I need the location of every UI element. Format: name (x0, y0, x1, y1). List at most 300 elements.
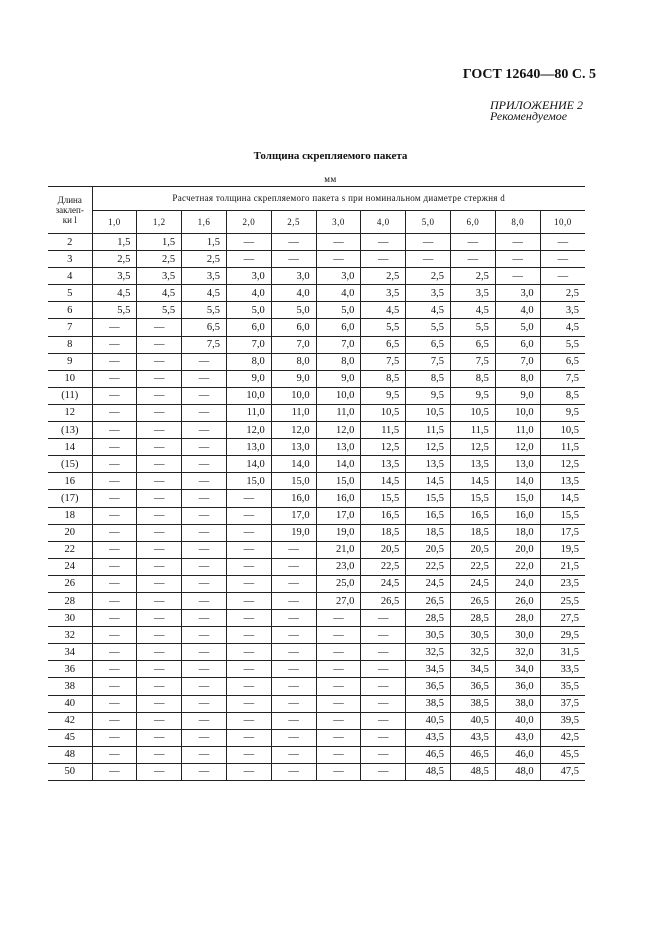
thickness-cell: 5,0 (316, 302, 361, 319)
thickness-cell: — (182, 729, 227, 746)
thickness-cell: — (92, 575, 137, 592)
length-header-line: заклеп- (55, 205, 84, 215)
thickness-cell: — (92, 610, 137, 627)
thickness-cell: 15,5 (451, 490, 496, 507)
thickness-cell: 46,5 (451, 746, 496, 763)
thickness-cell: 36,5 (406, 678, 451, 695)
thickness-cell: — (137, 370, 182, 387)
thickness-cell: — (137, 558, 182, 575)
diameter-header-cell: 1,6 (182, 211, 227, 234)
thickness-cell: — (182, 678, 227, 695)
thickness-cell: 3,5 (451, 285, 496, 302)
appendix-title: ПРИЛОЖЕНИЕ 2 (490, 98, 583, 112)
thickness-cell: 8,0 (226, 353, 271, 370)
table-row (48, 627, 585, 644)
thickness-cell: 29,5 (540, 627, 585, 644)
thickness-cell: — (92, 524, 137, 541)
thickness-cell: 15,0 (271, 473, 316, 490)
thickness-cell: 10,0 (271, 387, 316, 404)
thickness-cell: 1,5 (92, 234, 137, 251)
thickness-cell: 32,0 (495, 644, 540, 661)
length-cell: 20 (48, 524, 92, 541)
thickness-cell: 2,5 (137, 251, 182, 268)
thickness-cell: — (92, 729, 137, 746)
thickness-cell: — (226, 507, 271, 524)
length-cell: 34 (48, 644, 92, 661)
thickness-cell: — (361, 763, 406, 780)
thickness-cell: — (361, 746, 406, 763)
thickness-cell: — (92, 763, 137, 780)
thickness-cell: — (226, 575, 271, 592)
thickness-cell: — (182, 387, 227, 404)
thickness-cell: — (137, 678, 182, 695)
thickness-cell: 10,5 (361, 404, 406, 421)
thickness-cell: — (226, 695, 271, 712)
thickness-cell: 8,0 (271, 353, 316, 370)
thickness-cell: 3,5 (540, 302, 585, 319)
thickness-cell: 6,5 (451, 336, 496, 353)
table-row (48, 404, 585, 421)
thickness-cell: 27,5 (540, 610, 585, 627)
thickness-cell: 13,5 (540, 473, 585, 490)
thickness-cell: 15,5 (406, 490, 451, 507)
thickness-cell: 5,5 (406, 319, 451, 336)
length-cell: 14 (48, 439, 92, 456)
thickness-cell: — (92, 661, 137, 678)
diameter-header-cell: 6,0 (451, 211, 496, 234)
thickness-cell: 39,5 (540, 712, 585, 729)
thickness-cell: 33,5 (540, 661, 585, 678)
thickness-cell: 14,0 (226, 456, 271, 473)
length-cell: 9 (48, 353, 92, 370)
thickness-cell: 1,5 (182, 234, 227, 251)
length-cell: 10 (48, 370, 92, 387)
diameter-header-cell: 10,0 (540, 211, 585, 234)
table-row (48, 661, 585, 678)
table-row (48, 592, 585, 609)
thickness-cell: 12,5 (451, 439, 496, 456)
thickness-cell: — (182, 575, 227, 592)
thickness-cell: 11,0 (495, 422, 540, 439)
thickness-cell: 5,5 (451, 319, 496, 336)
thickness-cell: 4,0 (226, 285, 271, 302)
thickness-cell: 7,5 (540, 370, 585, 387)
thickness-cell: 9,5 (540, 404, 585, 421)
thickness-cell: 36,0 (495, 678, 540, 695)
table-row (48, 336, 585, 353)
thickness-cell: — (182, 439, 227, 456)
thickness-cell: — (271, 746, 316, 763)
length-cell: 26 (48, 575, 92, 592)
thickness-cell: 10,0 (495, 404, 540, 421)
table-row (48, 422, 585, 439)
thickness-cell: — (361, 610, 406, 627)
thickness-cell: 47,5 (540, 763, 585, 780)
document-header: ГОСТ 12640—80 С. 5 (462, 67, 596, 82)
thickness-cell: 12,0 (316, 422, 361, 439)
thickness-cell: 17,0 (271, 507, 316, 524)
table-row (48, 302, 585, 319)
thickness-cell: 8,0 (316, 353, 361, 370)
thickness-cell: 10,0 (226, 387, 271, 404)
thickness-cell: 15,5 (540, 507, 585, 524)
thickness-cell: 10,5 (540, 422, 585, 439)
thickness-cell: 8,5 (406, 370, 451, 387)
thickness-cell: 11,5 (406, 422, 451, 439)
thickness-cell: 45,5 (540, 746, 585, 763)
thickness-cell: — (92, 695, 137, 712)
thickness-cell: — (540, 234, 585, 251)
thickness-cell: 20,5 (361, 541, 406, 558)
diameter-header-cell: 3,0 (316, 211, 361, 234)
table-row (48, 746, 585, 763)
thickness-cell: 16,0 (316, 490, 361, 507)
thickness-cell: — (226, 490, 271, 507)
thickness-cell: — (182, 473, 227, 490)
thickness-cell: 6,0 (226, 319, 271, 336)
thickness-cell: — (137, 610, 182, 627)
table-body (48, 234, 585, 781)
thickness-cell: 2,5 (540, 285, 585, 302)
thickness-cell: 26,0 (495, 592, 540, 609)
thickness-cell: 13,0 (271, 439, 316, 456)
thickness-cell: — (271, 234, 316, 251)
thickness-cell: 6,5 (182, 319, 227, 336)
table-row (48, 268, 585, 285)
thickness-cell: — (361, 695, 406, 712)
thickness-cell: 37,5 (540, 695, 585, 712)
thickness-cell: — (182, 763, 227, 780)
thickness-cell: 16,0 (271, 490, 316, 507)
thickness-cell: 20,0 (495, 541, 540, 558)
thickness-cell: — (495, 268, 540, 285)
thickness-cell: 18,5 (406, 524, 451, 541)
diameter-header-cell: 8,0 (495, 211, 540, 234)
thickness-cell: — (316, 234, 361, 251)
thickness-cell: 32,5 (406, 644, 451, 661)
table-row (48, 678, 585, 695)
diameter-header-cell: 2,0 (226, 211, 271, 234)
thickness-cell: 34,5 (451, 661, 496, 678)
thickness-cell: — (226, 712, 271, 729)
thickness-cell: 11,0 (316, 404, 361, 421)
thickness-cell: 16,0 (495, 507, 540, 524)
length-cell: 3 (48, 251, 92, 268)
thickness-cell: 18,5 (361, 524, 406, 541)
length-header-line: ки l (62, 215, 77, 225)
thickness-cell: 32,5 (451, 644, 496, 661)
thickness-cell: — (92, 746, 137, 763)
table-row (48, 712, 585, 729)
thickness-cell: — (361, 729, 406, 746)
thickness-cell: 7,5 (406, 353, 451, 370)
thickness-cell: 14,5 (361, 473, 406, 490)
thickness-cell: — (271, 627, 316, 644)
thickness-cell: — (316, 251, 361, 268)
thickness-cell: 2,5 (92, 251, 137, 268)
thickness-cell: 42,5 (540, 729, 585, 746)
thickness-cell: — (271, 558, 316, 575)
thickness-cell: — (137, 592, 182, 609)
length-cell: 24 (48, 558, 92, 575)
thickness-cell: — (226, 558, 271, 575)
table-title: Толщина скрепляемого пакета (253, 150, 408, 162)
thickness-cell: 8,5 (361, 370, 406, 387)
length-cell: 36 (48, 661, 92, 678)
thickness-cell: 38,5 (451, 695, 496, 712)
thickness-cell: — (92, 439, 137, 456)
thickness-cell: 4,0 (271, 285, 316, 302)
thickness-cell: 48,0 (495, 763, 540, 780)
thickness-cell: 24,5 (361, 575, 406, 592)
thickness-cell: 28,5 (406, 610, 451, 627)
thickness-cell: 3,5 (361, 285, 406, 302)
length-cell: (17) (48, 490, 92, 507)
thickness-cell: 6,0 (495, 336, 540, 353)
thickness-cell: 14,5 (540, 490, 585, 507)
diameter-header-row (48, 211, 585, 234)
thickness-cell: 12,5 (540, 456, 585, 473)
thickness-cell: 14,0 (495, 473, 540, 490)
thickness-cell: 1,5 (137, 234, 182, 251)
thickness-cell: 26,5 (451, 592, 496, 609)
thickness-cell: 10,0 (316, 387, 361, 404)
thickness-cell: — (92, 627, 137, 644)
table-row (48, 353, 585, 370)
thickness-cell: 36,5 (451, 678, 496, 695)
length-cell: 12 (48, 404, 92, 421)
thickness-cell: — (361, 712, 406, 729)
thickness-cell: — (92, 422, 137, 439)
thickness-cell: — (92, 592, 137, 609)
thickness-cell: 19,0 (316, 524, 361, 541)
thickness-cell: — (316, 712, 361, 729)
thickness-cell: 9,5 (406, 387, 451, 404)
length-cell: 4 (48, 268, 92, 285)
thickness-cell: 11,0 (271, 404, 316, 421)
thickness-cell: 10,5 (451, 404, 496, 421)
thickness-cell: 9,5 (361, 387, 406, 404)
thickness-cell: 20,5 (451, 541, 496, 558)
thickness-cell: 2,5 (451, 268, 496, 285)
thickness-cell: 9,0 (271, 370, 316, 387)
thickness-cell: 13,5 (451, 456, 496, 473)
thickness-cell: 5,0 (271, 302, 316, 319)
diameter-header-cell: 1,2 (137, 211, 182, 234)
thickness-cell: — (316, 627, 361, 644)
thickness-cell: 6,5 (540, 353, 585, 370)
thickness-cell: 27,0 (316, 592, 361, 609)
diameter-header-cell: 4,0 (361, 211, 406, 234)
thickness-cell: 11,5 (540, 439, 585, 456)
table-row (48, 490, 585, 507)
thickness-cell: 40,5 (451, 712, 496, 729)
thickness-cell: — (92, 541, 137, 558)
thickness-cell: — (495, 234, 540, 251)
length-cell: 50 (48, 763, 92, 780)
length-cell: 8 (48, 336, 92, 353)
thickness-cell: 14,5 (406, 473, 451, 490)
thickness-cell: 3,0 (316, 268, 361, 285)
thickness-cell: 2,5 (182, 251, 227, 268)
thickness-cell: — (137, 404, 182, 421)
thickness-cell: — (137, 661, 182, 678)
thickness-cell: — (182, 404, 227, 421)
thickness-cell: 5,5 (137, 302, 182, 319)
thickness-cell: 6,5 (406, 336, 451, 353)
thickness-cell: 7,0 (316, 336, 361, 353)
thickness-cell: 48,5 (406, 763, 451, 780)
table-row (48, 370, 585, 387)
group-header: Расчетная толщина скрепляемого пакета s при номинальном диаметре стержня d (92, 187, 585, 211)
thickness-cell: 15,0 (226, 473, 271, 490)
thickness-cell: — (406, 251, 451, 268)
thickness-cell: — (316, 746, 361, 763)
thickness-cell: — (137, 763, 182, 780)
thickness-cell: 5,5 (540, 336, 585, 353)
thickness-cell: — (271, 251, 316, 268)
thickness-cell: 4,5 (406, 302, 451, 319)
thickness-cell: — (182, 456, 227, 473)
length-cell: 6 (48, 302, 92, 319)
thickness-cell: — (92, 678, 137, 695)
thickness-cell: — (182, 695, 227, 712)
thickness-cell: — (92, 353, 137, 370)
length-cell: 48 (48, 746, 92, 763)
thickness-cell: 8,5 (540, 387, 585, 404)
thickness-cell: 16,5 (406, 507, 451, 524)
thickness-cell: 9,0 (495, 387, 540, 404)
table-row (48, 387, 585, 404)
table-row (48, 285, 585, 302)
diameter-header-cell: 1,0 (92, 211, 137, 234)
thickness-cell: 35,5 (540, 678, 585, 695)
thickness-cell: 12,5 (406, 439, 451, 456)
thickness-cell: — (137, 507, 182, 524)
thickness-cell: 46,0 (495, 746, 540, 763)
thickness-cell: 13,5 (361, 456, 406, 473)
thickness-cell: 19,0 (271, 524, 316, 541)
thickness-cell: 10,5 (406, 404, 451, 421)
thickness-cell: 4,0 (495, 302, 540, 319)
thickness-cell: 21,5 (540, 558, 585, 575)
thickness-cell: — (361, 627, 406, 644)
thickness-cell: 3,5 (406, 285, 451, 302)
thickness-cell: — (137, 712, 182, 729)
thickness-cell: 25,5 (540, 592, 585, 609)
thickness-cell: 8,0 (495, 370, 540, 387)
thickness-cell: — (137, 541, 182, 558)
thickness-cell: — (182, 353, 227, 370)
diameter-header-cell: 2,5 (271, 211, 316, 234)
thickness-cell: — (316, 610, 361, 627)
thickness-cell: 34,0 (495, 661, 540, 678)
thickness-cell: 14,5 (451, 473, 496, 490)
thickness-cell: — (182, 627, 227, 644)
thickness-cell: — (226, 746, 271, 763)
thickness-cell: 7,5 (361, 353, 406, 370)
thickness-cell: — (182, 712, 227, 729)
thickness-cell: — (92, 473, 137, 490)
thickness-cell: — (361, 661, 406, 678)
diameter-header-cell: 5,0 (406, 211, 451, 234)
table-row (48, 251, 585, 268)
thickness-cell: 4,5 (540, 319, 585, 336)
thickness-cell: — (226, 763, 271, 780)
thickness-cell: 7,0 (271, 336, 316, 353)
appendix-subtitle: Рекомендуемое (490, 109, 568, 123)
table-row (48, 507, 585, 524)
thickness-cell: 40,5 (406, 712, 451, 729)
thickness-cell: 16,5 (361, 507, 406, 524)
thickness-cell: — (271, 592, 316, 609)
thickness-cell: 3,5 (137, 268, 182, 285)
thickness-cell: — (92, 404, 137, 421)
thickness-cell: 9,5 (451, 387, 496, 404)
thickness-cell: — (226, 251, 271, 268)
thickness-cell: 4,5 (361, 302, 406, 319)
thickness-cell: 12,5 (361, 439, 406, 456)
thickness-cell: — (182, 661, 227, 678)
table-row (48, 644, 585, 661)
thickness-cell: 22,5 (451, 558, 496, 575)
length-cell: 5 (48, 285, 92, 302)
table-row (48, 456, 585, 473)
length-cell: 28 (48, 592, 92, 609)
table-header-row (48, 187, 585, 211)
thickness-cell: — (271, 695, 316, 712)
thickness-cell: — (137, 644, 182, 661)
thickness-cell: 31,5 (540, 644, 585, 661)
thickness-cell: 43,5 (406, 729, 451, 746)
thickness-cell: 38,0 (495, 695, 540, 712)
thickness-cell: — (137, 627, 182, 644)
table-row (48, 524, 585, 541)
thickness-cell: — (226, 644, 271, 661)
thickness-cell: 15,0 (495, 490, 540, 507)
thickness-cell: 3,5 (182, 268, 227, 285)
thickness-cell: 7,0 (226, 336, 271, 353)
thickness-cell: 22,5 (406, 558, 451, 575)
thickness-cell: 34,5 (406, 661, 451, 678)
thickness-cell: 25,0 (316, 575, 361, 592)
thickness-cell: 22,0 (495, 558, 540, 575)
thickness-cell: — (316, 661, 361, 678)
table-row (48, 575, 585, 592)
length-cell: (13) (48, 422, 92, 439)
length-cell: (11) (48, 387, 92, 404)
thickness-cell: 48,5 (451, 763, 496, 780)
length-header-line: Длина (57, 195, 82, 205)
thickness-cell: 23,0 (316, 558, 361, 575)
thickness-cell: 3,0 (495, 285, 540, 302)
thickness-cell: — (226, 729, 271, 746)
thickness-cell: 2,5 (406, 268, 451, 285)
thickness-cell: — (137, 353, 182, 370)
thickness-cell: — (271, 541, 316, 558)
thickness-cell: 11,0 (226, 404, 271, 421)
thickness-cell: 5,0 (226, 302, 271, 319)
thickness-cell: — (495, 251, 540, 268)
thickness-cell: 5,5 (182, 302, 227, 319)
table-row (48, 541, 585, 558)
thickness-cell: 43,5 (451, 729, 496, 746)
thickness-cell: 12,0 (271, 422, 316, 439)
thickness-cell: 6,5 (361, 336, 406, 353)
thickness-cell: — (226, 592, 271, 609)
thickness-cell: 4,5 (451, 302, 496, 319)
table-row (48, 610, 585, 627)
